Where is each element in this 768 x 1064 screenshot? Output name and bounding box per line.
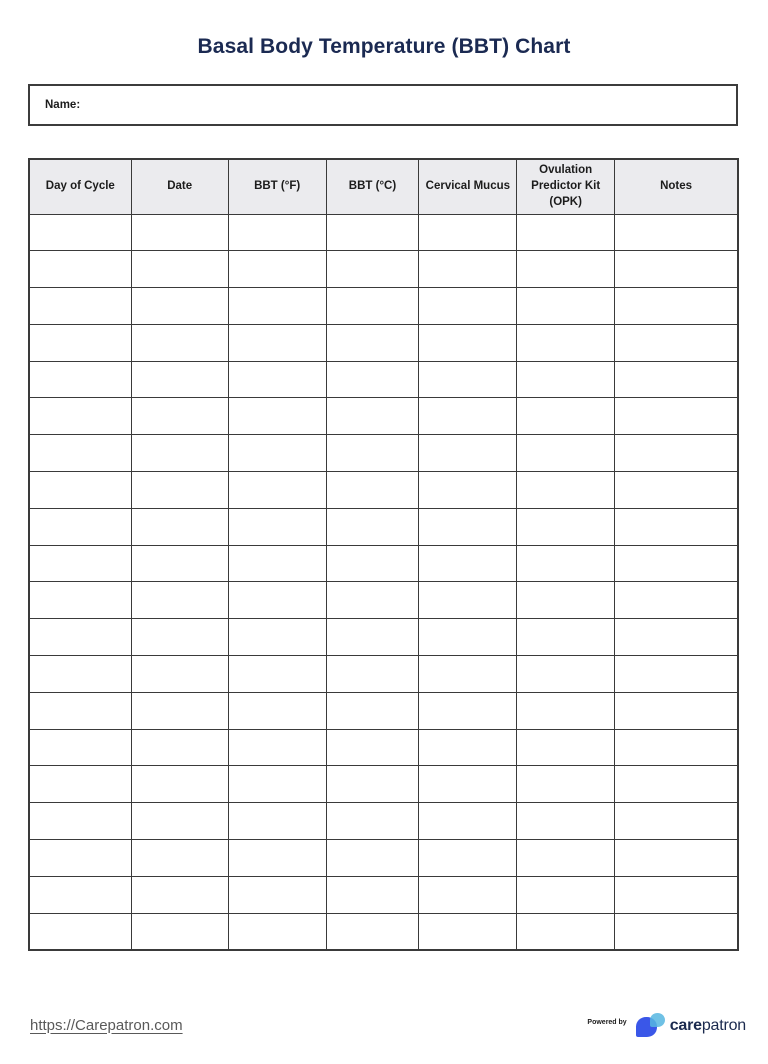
- carepatron-link[interactable]: https://Carepatron.com: [30, 1016, 183, 1034]
- table-cell[interactable]: [326, 692, 419, 729]
- table-cell[interactable]: [131, 545, 228, 582]
- table-cell[interactable]: [615, 840, 738, 877]
- table-cell[interactable]: [326, 508, 419, 545]
- table-cell[interactable]: [131, 508, 228, 545]
- column-header-day-of-cycle: Day of Cycle: [29, 159, 131, 214]
- table-cell[interactable]: [326, 361, 419, 398]
- table-cell[interactable]: [131, 472, 228, 509]
- table-cell[interactable]: [29, 656, 131, 693]
- table-cell[interactable]: [517, 324, 615, 361]
- table-cell[interactable]: [326, 582, 419, 619]
- table-cell[interactable]: [615, 766, 738, 803]
- wordmark-patron: patron: [701, 1017, 746, 1034]
- table-cell[interactable]: [326, 656, 419, 693]
- table-cell[interactable]: [228, 913, 326, 950]
- name-field-value[interactable]: [88, 98, 736, 112]
- table-cell[interactable]: [517, 913, 615, 950]
- table-cell[interactable]: [419, 508, 517, 545]
- table-cell[interactable]: [131, 214, 228, 251]
- table-cell[interactable]: [517, 214, 615, 251]
- table-row: [29, 324, 738, 361]
- page-footer: [30, 1004, 746, 1046]
- table-cell[interactable]: [131, 288, 228, 325]
- table-row: [29, 545, 738, 582]
- table-cell[interactable]: [615, 913, 738, 950]
- table-cell[interactable]: [29, 398, 131, 435]
- column-header-bbt-c: BBT (°C): [326, 159, 419, 214]
- logo-light-bubble-icon: [650, 1013, 665, 1027]
- table-cell[interactable]: [419, 288, 517, 325]
- table-cell[interactable]: [228, 803, 326, 840]
- table-cell[interactable]: [131, 803, 228, 840]
- table-cell[interactable]: [615, 545, 738, 582]
- table-header-row: [29, 159, 738, 214]
- table-cell[interactable]: [131, 840, 228, 877]
- table-row: [29, 803, 738, 840]
- page-title: Basal Body Temperature (BBT) Chart: [197, 35, 571, 58]
- table-cell[interactable]: [615, 251, 738, 288]
- table-cell[interactable]: [419, 361, 517, 398]
- table-cell[interactable]: [228, 729, 326, 766]
- table-cell[interactable]: [517, 692, 615, 729]
- table-cell[interactable]: [419, 840, 517, 877]
- table-cell[interactable]: [228, 766, 326, 803]
- table-cell[interactable]: [419, 324, 517, 361]
- table-cell[interactable]: [29, 545, 131, 582]
- table-cell[interactable]: [517, 545, 615, 582]
- table-cell[interactable]: [615, 288, 738, 325]
- table-cell[interactable]: [419, 472, 517, 509]
- table-cell[interactable]: [131, 582, 228, 619]
- table-cell[interactable]: [517, 803, 615, 840]
- table-cell[interactable]: [517, 619, 615, 656]
- table-cell[interactable]: [131, 398, 228, 435]
- table-row: [29, 251, 738, 288]
- table-cell[interactable]: [419, 251, 517, 288]
- table-cell[interactable]: [326, 766, 419, 803]
- table-cell[interactable]: [29, 361, 131, 398]
- table-cell[interactable]: [615, 582, 738, 619]
- table-row: [29, 692, 738, 729]
- table-cell[interactable]: [615, 876, 738, 913]
- table-cell[interactable]: [29, 619, 131, 656]
- table-cell[interactable]: [326, 913, 419, 950]
- table-cell[interactable]: [228, 508, 326, 545]
- column-header-date: Date: [131, 159, 228, 214]
- table-cell[interactable]: [29, 324, 131, 361]
- table-cell[interactable]: [419, 398, 517, 435]
- table-cell[interactable]: [517, 840, 615, 877]
- table-cell[interactable]: [615, 692, 738, 729]
- table-cell[interactable]: [326, 729, 419, 766]
- table-cell[interactable]: [29, 766, 131, 803]
- column-header-notes: Notes: [615, 159, 738, 214]
- table-cell[interactable]: [419, 766, 517, 803]
- table-cell[interactable]: [419, 619, 517, 656]
- table-cell[interactable]: [419, 876, 517, 913]
- table-cell[interactable]: [131, 766, 228, 803]
- table-cell[interactable]: [228, 582, 326, 619]
- column-header-bbt-f: BBT (°F): [228, 159, 326, 214]
- table-cell[interactable]: [326, 435, 419, 472]
- table-row: [29, 361, 738, 398]
- table-cell[interactable]: [517, 398, 615, 435]
- table-cell[interactable]: [326, 545, 419, 582]
- table-cell[interactable]: [29, 472, 131, 509]
- table-cell[interactable]: [29, 288, 131, 325]
- table-cell[interactable]: [131, 876, 228, 913]
- table-cell[interactable]: [29, 913, 131, 950]
- table-cell[interactable]: [615, 508, 738, 545]
- name-field-label: Name:: [45, 99, 81, 111]
- table-cell[interactable]: [615, 729, 738, 766]
- table-cell[interactable]: [326, 324, 419, 361]
- table-cell[interactable]: [326, 398, 419, 435]
- table-row: [29, 582, 738, 619]
- table-row: [29, 435, 738, 472]
- table-row: [29, 508, 738, 545]
- table-cell[interactable]: [29, 251, 131, 288]
- table-cell[interactable]: [419, 692, 517, 729]
- table-cell[interactable]: [131, 435, 228, 472]
- table-cell[interactable]: [326, 288, 419, 325]
- table-cell[interactable]: [615, 435, 738, 472]
- table-cell[interactable]: [228, 398, 326, 435]
- table-cell[interactable]: [228, 840, 326, 877]
- table-cell[interactable]: [326, 472, 419, 509]
- table-cell[interactable]: [419, 803, 517, 840]
- table-row: [29, 876, 738, 913]
- table-cell[interactable]: [131, 251, 228, 288]
- table-cell[interactable]: [131, 361, 228, 398]
- table-cell[interactable]: [29, 692, 131, 729]
- powered-by-label: Powered by: [587, 1018, 627, 1026]
- table-cell[interactable]: [419, 545, 517, 582]
- table-cell[interactable]: [615, 619, 738, 656]
- table-cell[interactable]: [517, 472, 615, 509]
- table-cell[interactable]: [517, 251, 615, 288]
- table-cell[interactable]: [326, 619, 419, 656]
- table-cell[interactable]: [228, 214, 326, 251]
- table-row: [29, 619, 738, 656]
- table-row: [29, 398, 738, 435]
- table-cell[interactable]: [228, 656, 326, 693]
- table-cell[interactable]: [326, 214, 419, 251]
- wordmark-care: care: [669, 1017, 702, 1034]
- table-cell[interactable]: [228, 324, 326, 361]
- table-cell[interactable]: [517, 729, 615, 766]
- table-cell[interactable]: [326, 876, 419, 913]
- table-cell[interactable]: [29, 214, 131, 251]
- table-row: [29, 913, 738, 950]
- table-cell[interactable]: [228, 472, 326, 509]
- carepatron-wordmark: [670, 1017, 746, 1035]
- table-cell[interactable]: [228, 361, 326, 398]
- table-cell[interactable]: [615, 472, 738, 509]
- table-cell[interactable]: [29, 729, 131, 766]
- table-cell[interactable]: [29, 435, 131, 472]
- table-cell[interactable]: [326, 840, 419, 877]
- table-cell[interactable]: [131, 619, 228, 656]
- table-cell[interactable]: [228, 876, 326, 913]
- table-cell[interactable]: [419, 582, 517, 619]
- table-cell[interactable]: [29, 840, 131, 877]
- column-header-cervical-mucus: Cervical Mucus: [419, 159, 517, 214]
- table-cell[interactable]: [29, 803, 131, 840]
- name-field: [28, 84, 738, 126]
- table-cell[interactable]: [517, 582, 615, 619]
- table-cell[interactable]: [517, 656, 615, 693]
- table-row: [29, 288, 738, 325]
- table-cell[interactable]: [29, 582, 131, 619]
- powered-by-block: [587, 1010, 746, 1040]
- table-cell[interactable]: [615, 656, 738, 693]
- table-cell[interactable]: [228, 619, 326, 656]
- table-cell[interactable]: [419, 729, 517, 766]
- carepatron-logo-icon: [636, 1010, 667, 1040]
- table-row: [29, 766, 738, 803]
- column-header-opk: Ovulation Predictor Kit (OPK): [517, 159, 615, 214]
- table-row: [29, 214, 738, 251]
- bbt-chart-table: [28, 158, 739, 951]
- table-cell[interactable]: [131, 324, 228, 361]
- table-cell[interactable]: [419, 214, 517, 251]
- table-cell[interactable]: [517, 288, 615, 325]
- table-row: [29, 472, 738, 509]
- table-cell[interactable]: [29, 876, 131, 913]
- table-cell[interactable]: [228, 545, 326, 582]
- table-cell[interactable]: [615, 214, 738, 251]
- table-cell[interactable]: [517, 435, 615, 472]
- table-cell[interactable]: [29, 508, 131, 545]
- table-row: [29, 840, 738, 877]
- table-cell[interactable]: [615, 398, 738, 435]
- table-cell[interactable]: [131, 692, 228, 729]
- table-cell[interactable]: [131, 913, 228, 950]
- table-cell[interactable]: [517, 361, 615, 398]
- table-cell[interactable]: [615, 324, 738, 361]
- table-cell[interactable]: [517, 876, 615, 913]
- table-cell[interactable]: [517, 508, 615, 545]
- table-cell[interactable]: [419, 656, 517, 693]
- table-cell[interactable]: [228, 692, 326, 729]
- table-cell[interactable]: [326, 803, 419, 840]
- table-cell[interactable]: [131, 729, 228, 766]
- table-cell[interactable]: [419, 435, 517, 472]
- table-row: [29, 729, 738, 766]
- table-cell[interactable]: [131, 656, 228, 693]
- table-cell[interactable]: [326, 251, 419, 288]
- table-body: [29, 214, 738, 950]
- table-cell[interactable]: [615, 361, 738, 398]
- table-cell[interactable]: [615, 803, 738, 840]
- table-cell[interactable]: [228, 435, 326, 472]
- table-cell[interactable]: [517, 766, 615, 803]
- table-cell[interactable]: [228, 251, 326, 288]
- table-cell[interactable]: [419, 913, 517, 950]
- table-cell[interactable]: [228, 288, 326, 325]
- table-row: [29, 656, 738, 693]
